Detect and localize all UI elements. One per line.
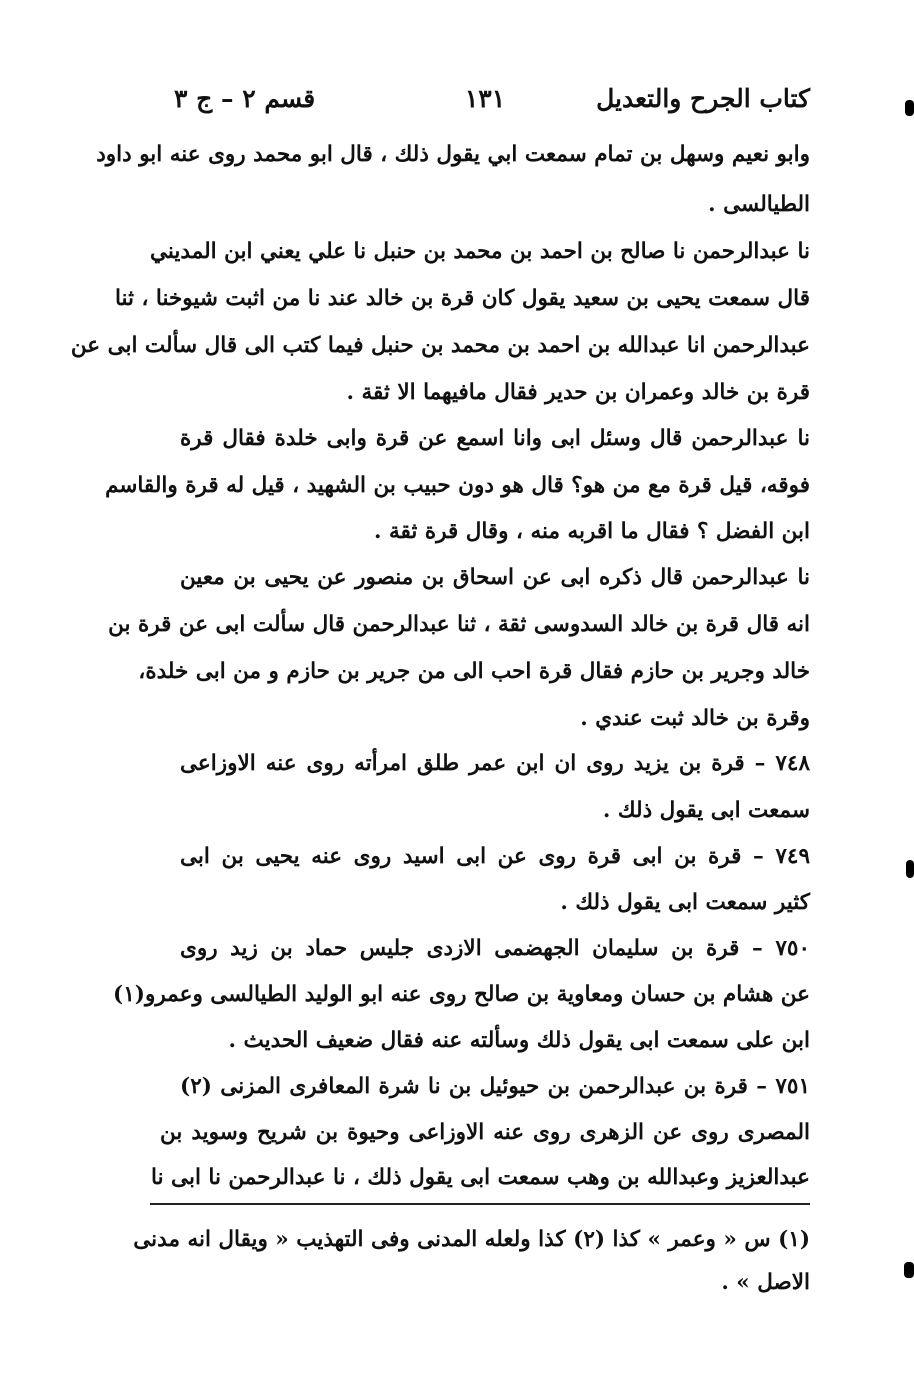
text-line: وقرة بن خالد ثبت عندي . xyxy=(580,706,810,731)
text-line: كثير سمعت ابى يقول ذلك . xyxy=(560,890,810,915)
text-line: سمعت ابى يقول ذلك . xyxy=(602,798,810,823)
text-line: نا عبدالرحمن نا صالح بن احمد بن محمد بن حنبل نا علي يعني ابن المديني xyxy=(150,239,810,264)
scan-edge-mark xyxy=(905,100,914,116)
text-line: خالد وجرير بن حازم فقال قرة احب الى من جرير بن حازم و من ابى خلدة، xyxy=(138,659,810,684)
footnote-divider xyxy=(150,1203,810,1205)
text-line: المصرى روى عن الزهرى روى عنه الاوزاعى وحيوة بن شريح وسويد بن xyxy=(160,1120,810,1145)
text-line: قرة بن خالد وعمران بن حدير فقال مافيهما الا ثقة . xyxy=(346,380,810,405)
page-number: ١٣١ xyxy=(464,84,506,113)
entry-749: ٧٤٩ – قرة بن ابى قرة روى عن ابى اسيد روى عنه يحيى بن ابى xyxy=(180,844,810,869)
text-line: قال سمعت يحيى بن سعيد يقول كان قرة بن خالد عند نا من اثبت شيوخنا ، ثنا xyxy=(115,286,810,311)
text-line: عبدالعزيز وعبدالله بن وهب سمعت ابى يقول ذلك ، نا عبدالرحمن نا ابى نا xyxy=(151,1165,810,1190)
text-line: انه قال قرة بن خالد السدوسى ثقة ، ثنا عبدالرحمن قال سألت ابى عن قرة بن xyxy=(108,612,810,637)
entry-748: ٧٤٨ – قرة بن يزيد روى ان ابن عمر طلق امرأته روى عنه الاوزاعى xyxy=(180,751,810,776)
text-line: نا عبدالرحمن قال ذكره ابى عن اسحاق بن منصور عن يحيى بن معين xyxy=(180,565,810,590)
text-line: نا عبدالرحمن قال وسئل ابى وانا اسمع عن قرة وابى خلدة فقال قرة xyxy=(180,426,810,451)
footnote-line: (١) س « وعمر » كذا (٢) كذا ولعله المدنى وفى التهذيب « ويقال انه مدنى xyxy=(133,1227,810,1252)
text-line: فوقه، قيل قرة مع من هو؟ قال هو دون حبيب بن الشهيد ، قيل له قرة والقاسم xyxy=(105,473,810,498)
text-line: ابن على سمعت ابى يقول ذلك وسألته عنه فقال ضعيف الحديث . xyxy=(228,1028,810,1053)
footnote-line: الاصل » . xyxy=(721,1270,810,1295)
volume-label: قسم ٢ – ج ٣ xyxy=(174,84,316,113)
text-line: الطيالسى . xyxy=(708,192,810,217)
text-line: عبدالرحمن انا عبدالله بن احمد بن محمد بن حنبل فيما كتب الى قال سألت ابى عن xyxy=(70,333,810,358)
entry-751: ٧٥١ – قرة بن عبدالرحمن بن حيوئيل بن نا شرة المعافرى المزنى (٢) xyxy=(180,1074,810,1099)
page-header xyxy=(160,84,810,124)
scan-edge-mark xyxy=(906,860,914,878)
entry-750: ٧٥٠ – قرة بن سليمان الجهضمى الازدى جليس حماد بن زيد روى xyxy=(180,936,810,961)
text-line: وابو نعيم وسهل بن تمام سمعت ابي يقول ذلك ، قال ابو محمد روى عنه ابو داود xyxy=(96,142,810,167)
text-line: ابن الفضل ؟ فقال ما اقربه منه ، وقال قرة ثقة . xyxy=(374,519,810,544)
text-line: عن هشام بن حسان ومعاوية بن صالح روى عنه ابو الوليد الطيالسى وعمرو(١) xyxy=(113,982,810,1007)
scan-edge-mark xyxy=(904,1262,914,1278)
book-title: كتاب الجرح والتعديل xyxy=(596,84,810,113)
